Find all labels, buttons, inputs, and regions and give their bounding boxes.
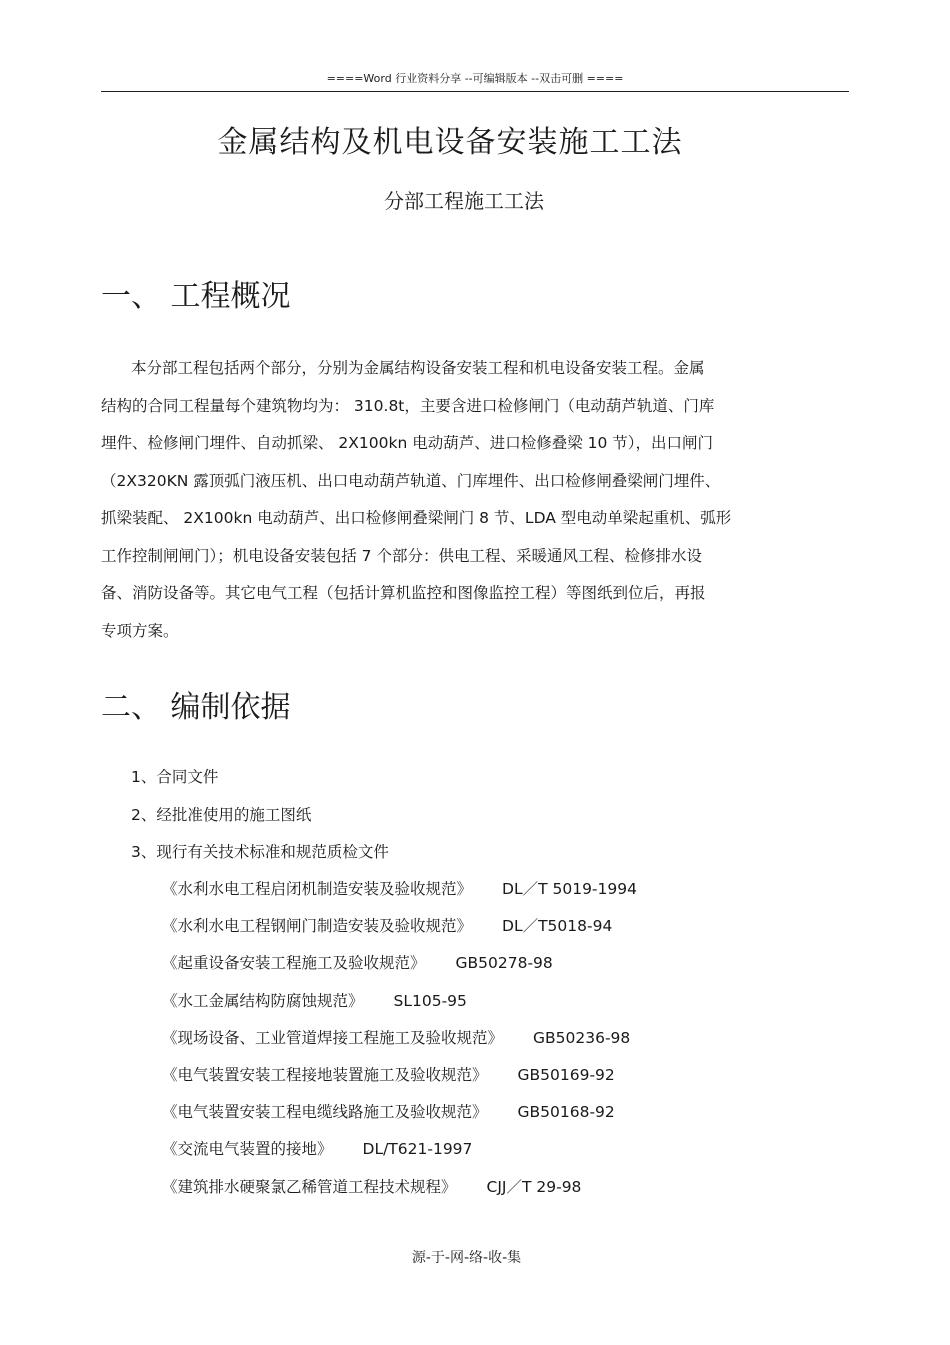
standard-entry bbox=[162, 1175, 862, 1212]
page-footer: 源-于-网-络-收-集 bbox=[411, 1250, 522, 1266]
standard-name: 《电气装置安装工程接地装置施工及验收规范》 bbox=[162, 1065, 488, 1084]
standard-name: 《现场设备、工业管道焊接工程施工及验收规范》 bbox=[162, 1028, 504, 1047]
standard-name: 《建筑排水硬聚氯乙稀管道工程技术规程》 bbox=[162, 1177, 457, 1196]
standard-name: 《水工金属结构防腐蚀规范》 bbox=[162, 991, 364, 1010]
standard-entry bbox=[162, 914, 862, 951]
standard-code: GB50278-98 bbox=[455, 954, 553, 973]
page-header: ====Word 行业资料分享 --可编辑版本 --双击可删 ==== bbox=[326, 72, 624, 85]
standard-entry bbox=[162, 989, 862, 1026]
paragraph-line: 埋件、检修闸门埋件、自动抓梁、 2X100kn 电动葫芦、进口检修叠梁 10 节），出口闸门 bbox=[101, 434, 714, 452]
paragraph-line: 本分部工程包括两个部分，分别为金属结构设备安装工程和机电设备安装工程。金属 bbox=[131, 359, 705, 377]
standard-entry bbox=[162, 1137, 862, 1174]
paragraph-line: 专项方案。 bbox=[101, 621, 179, 640]
list-item: 2、经批准使用的施工图纸 bbox=[131, 805, 312, 824]
standard-code: GB50236-98 bbox=[533, 1028, 631, 1047]
standard-name: 《交流电气装置的接地》 bbox=[162, 1140, 333, 1159]
standard-code: CJJ／T 29-98 bbox=[486, 1177, 582, 1196]
standard-entry bbox=[162, 1063, 862, 1100]
standard-code: SL105-95 bbox=[393, 991, 467, 1010]
standard-entry bbox=[162, 877, 862, 914]
paragraph-line: 结构的合同工程量每个建筑物均为： 310.8t，主要含进口检修闸门（电动葫芦轨道、门库 bbox=[101, 396, 715, 415]
standard-name: 《水利水电工程钢闸门制造安装及验收规范》 bbox=[162, 917, 473, 936]
standard-name: 《水利水电工程启闭机制造安装及验收规范》 bbox=[162, 880, 473, 898]
standard-entry bbox=[162, 1100, 862, 1137]
standard-name: 《电气装置安装工程电缆线路施工及验收规范》 bbox=[162, 1103, 488, 1122]
list-item: 3、现行有关技术标准和规范质检文件 bbox=[131, 843, 389, 862]
standards-list bbox=[162, 877, 862, 1212]
standard-entry bbox=[162, 951, 862, 988]
paragraph-line: 抓梁装配、 2X100kn 电动葫芦、出口检修闸叠梁闸门 8 节、LDA 型电动单梁起重机、弧形 bbox=[101, 509, 732, 527]
document-title: 金属结构及机电设备安装施工工法 bbox=[217, 125, 683, 160]
standard-name: 《起重设备安装工程施工及验收规范》 bbox=[162, 954, 426, 973]
document-subtitle: 分部工程施工工法 bbox=[384, 189, 544, 213]
section-heading-basis: 二、 编制依据 bbox=[101, 690, 291, 725]
header-divider bbox=[101, 91, 849, 92]
basis-list bbox=[131, 765, 831, 878]
standard-code: GB50168-92 bbox=[517, 1103, 615, 1122]
standard-code: DL／T 5019-1994 bbox=[502, 880, 637, 898]
paragraph-line: （2X320KN 露顶弧门液压机、出口电动葫芦轨道、门库埋件、出口检修闸叠梁闸门埋件、 bbox=[101, 471, 721, 490]
paragraph-line: 工作控制闸闸门）；机电设备安装包括 7 个部分：供电工程、采暖通风工程、检修排水设 bbox=[101, 546, 702, 565]
section-heading-overview: 一、 工程概况 bbox=[101, 279, 291, 314]
standard-code: DL／T5018-94 bbox=[502, 917, 613, 936]
list-item: 1、合同文件 bbox=[131, 768, 219, 786]
standard-code: GB50169-92 bbox=[517, 1065, 615, 1084]
standard-entry bbox=[162, 1026, 862, 1063]
paragraph-line: 备、消防设备等。其它电气工程（包括计算机监控和图像监控工程）等图纸到位后，再报 bbox=[101, 584, 706, 602]
overview-paragraph bbox=[101, 350, 849, 650]
standard-code: DL/T621-1997 bbox=[362, 1140, 473, 1159]
